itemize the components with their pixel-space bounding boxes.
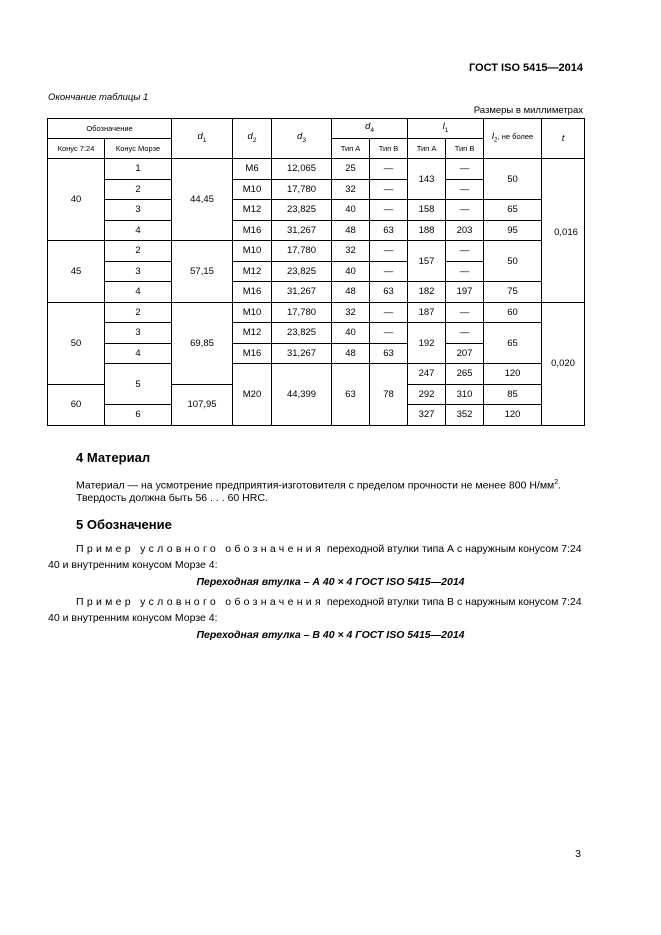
table-row [48, 159, 585, 180]
example-1-code: Переходная втулка – А 40 × 4 ГОСТ ISO 5415—2014 [196, 576, 465, 588]
d4a-cell: 48 [332, 220, 370, 241]
d4a-cell: 48 [332, 343, 370, 364]
t-cell: 0,020 [542, 302, 585, 425]
table-row [48, 241, 585, 262]
d4b-cell: — [370, 261, 408, 282]
d4a-cell: 32 [332, 179, 370, 200]
l2-cell: 95 [484, 220, 542, 241]
d2-cell: M16 [233, 343, 272, 364]
d4a-cell: 40 [332, 323, 370, 344]
units-note: Размеры в миллиметрах [473, 105, 583, 116]
d3-cell: 23,825 [272, 323, 332, 344]
table-row [48, 302, 585, 323]
morse-cell: 4 [105, 282, 172, 303]
d2-cell: M12 [233, 323, 272, 344]
d4b-cell: — [370, 323, 408, 344]
d4a-cell: 32 [332, 302, 370, 323]
d4b-cell: — [370, 179, 408, 200]
section-4-title: 4 Материал [76, 450, 151, 465]
header-morse: Конус Морзе [105, 139, 172, 159]
header-l1: $l_1$ [408, 119, 484, 139]
table-row [48, 323, 585, 344]
l2-cell: 120 [484, 364, 542, 385]
morse-cell: 2 [105, 241, 172, 262]
header-d4: $d_4$ [332, 119, 408, 139]
morse-cell: 6 [105, 405, 172, 426]
d3-cell: 23,825 [272, 261, 332, 282]
d3-cell: 17,780 [272, 179, 332, 200]
d1-cell: 69,85 [172, 302, 233, 384]
l1a-cell: 143 [408, 159, 446, 200]
l1b-cell: 310 [446, 384, 484, 405]
d4b-cell: 63 [370, 220, 408, 241]
example-2-line2: 40 и внутренним конусом Морзе 4: [48, 612, 218, 624]
cone-cell: 50 [48, 302, 105, 384]
morse-cell: 3 [105, 261, 172, 282]
l2-cell: 65 [484, 323, 542, 364]
d2-cell: M6 [233, 159, 272, 180]
d3-cell: 31,267 [272, 343, 332, 364]
morse-cell: 2 [105, 179, 172, 200]
d4a-cell: 40 [332, 261, 370, 282]
table-caption: Окончание таблицы 1 [48, 92, 149, 103]
d4a-cell: 32 [332, 241, 370, 262]
d4b-cell: 63 [370, 343, 408, 364]
example-2-code: Переходная втулка – В 40 × 4 ГОСТ ISO 5415—2014 [196, 629, 465, 641]
d2-cell: M20 [233, 364, 272, 426]
l1a-cell: 327 [408, 405, 446, 426]
l2-cell: 50 [484, 241, 542, 282]
d2-cell: M12 [233, 200, 272, 221]
d2-cell: M16 [233, 220, 272, 241]
morse-cell: 5 [105, 364, 172, 405]
section-4-hardness: Твердость должна быть 56 . . . 60 HRC. [76, 492, 268, 504]
d3-cell: 23,825 [272, 200, 332, 221]
l2-cell: 60 [484, 302, 542, 323]
l1a-cell: 188 [408, 220, 446, 241]
l1b-cell: — [446, 261, 484, 282]
example-1-text: Пример условного обозначения переходной втулки типа А с наружным конусом 7:24 [76, 543, 582, 555]
d3-cell: 31,267 [272, 282, 332, 303]
l1b-cell: — [446, 159, 484, 180]
d4a-cell: 48 [332, 282, 370, 303]
d2-cell: M12 [233, 261, 272, 282]
l2-cell: 85 [484, 384, 542, 405]
d2-cell: M10 [233, 179, 272, 200]
d1-cell: 44,45 [172, 159, 233, 241]
l1a-cell: 292 [408, 384, 446, 405]
header-l1-type-b: Тип B [446, 139, 484, 159]
cone-cell: 60 [48, 384, 105, 425]
d4b-cell: — [370, 241, 408, 262]
dimensions-table [47, 118, 585, 426]
morse-cell: 4 [105, 343, 172, 364]
l1b-cell: 207 [446, 343, 484, 364]
l1b-cell: 265 [446, 364, 484, 385]
d1-cell: 107,95 [172, 384, 233, 425]
cone-cell: 40 [48, 159, 105, 241]
l1b-cell: — [446, 323, 484, 344]
d1-cell: 57,15 [172, 241, 233, 303]
l1b-cell: — [446, 302, 484, 323]
l1b-cell: 352 [446, 405, 484, 426]
d2-cell: M16 [233, 282, 272, 303]
d2-cell: M10 [233, 302, 272, 323]
l2-cell: 50 [484, 159, 542, 200]
morse-cell: 3 [105, 200, 172, 221]
d4b-cell: 78 [370, 364, 408, 426]
example-1-line2: 40 и внутренним конусом Морзе 4: [48, 559, 218, 571]
l1a-cell: 247 [408, 364, 446, 385]
morse-cell: 2 [105, 302, 172, 323]
l1a-cell: 187 [408, 302, 446, 323]
d3-cell: 44,399 [272, 364, 332, 426]
header-d4-type-a: Тип A [332, 139, 370, 159]
header-d2: $d_2$ [233, 119, 272, 159]
l1b-cell: — [446, 179, 484, 200]
standard-header: ГОСТ ISO 5415—2014 [468, 62, 583, 74]
header-l1-type-a: Тип A [408, 139, 446, 159]
morse-cell: 3 [105, 323, 172, 344]
d4a-cell: 25 [332, 159, 370, 180]
cone-cell: 45 [48, 241, 105, 303]
d4b-cell: 63 [370, 282, 408, 303]
header-d4-type-b: Тип B [370, 139, 408, 159]
header-cone: Конус 7:24 [48, 139, 105, 159]
d4b-cell: — [370, 302, 408, 323]
l1b-cell: 197 [446, 282, 484, 303]
l1b-cell: — [446, 241, 484, 262]
d4a-cell: 40 [332, 200, 370, 221]
section-5-title: 5 Обозначение [76, 517, 172, 532]
header-l2: $l_2$, не более [484, 119, 542, 159]
d3-cell: 17,780 [272, 241, 332, 262]
l1b-cell: 203 [446, 220, 484, 241]
table-row [48, 200, 585, 221]
l2-cell: 120 [484, 405, 542, 426]
d2-cell: M10 [233, 241, 272, 262]
header-t: t [542, 119, 585, 159]
table-row [48, 220, 585, 241]
d3-cell: 12,065 [272, 159, 332, 180]
table-row [48, 282, 585, 303]
page-number: 3 [575, 848, 581, 860]
d4a-cell: 63 [332, 364, 370, 426]
header-d1: $d_1$ [172, 119, 233, 159]
l1a-cell: 182 [408, 282, 446, 303]
header-designation: Обозначение [48, 119, 172, 139]
l2-cell: 75 [484, 282, 542, 303]
l1a-cell: 157 [408, 241, 446, 282]
d4b-cell: — [370, 159, 408, 180]
morse-cell: 1 [105, 159, 172, 180]
t-cell: 0,016 [554, 227, 578, 238]
example-2-text: Пример условного обозначения переходной втулки типа В с наружным конусом 7:24 [76, 596, 582, 608]
l2-cell: 65 [484, 200, 542, 221]
d3-cell: 17,780 [272, 302, 332, 323]
section-4-text: Материал — на усмотрение предприятия-изготовителя с пределом прочности не менее 800 $Н/мм^2$. [76, 479, 562, 492]
d4b-cell: — [370, 200, 408, 221]
morse-cell: 4 [105, 220, 172, 241]
l1b-cell: — [446, 200, 484, 221]
l1a-cell: 158 [408, 200, 446, 221]
d3-cell: 31,267 [272, 220, 332, 241]
table-row [48, 364, 585, 385]
l1a-cell: 192 [408, 323, 446, 364]
header-d3: $d_3$ [272, 119, 332, 159]
